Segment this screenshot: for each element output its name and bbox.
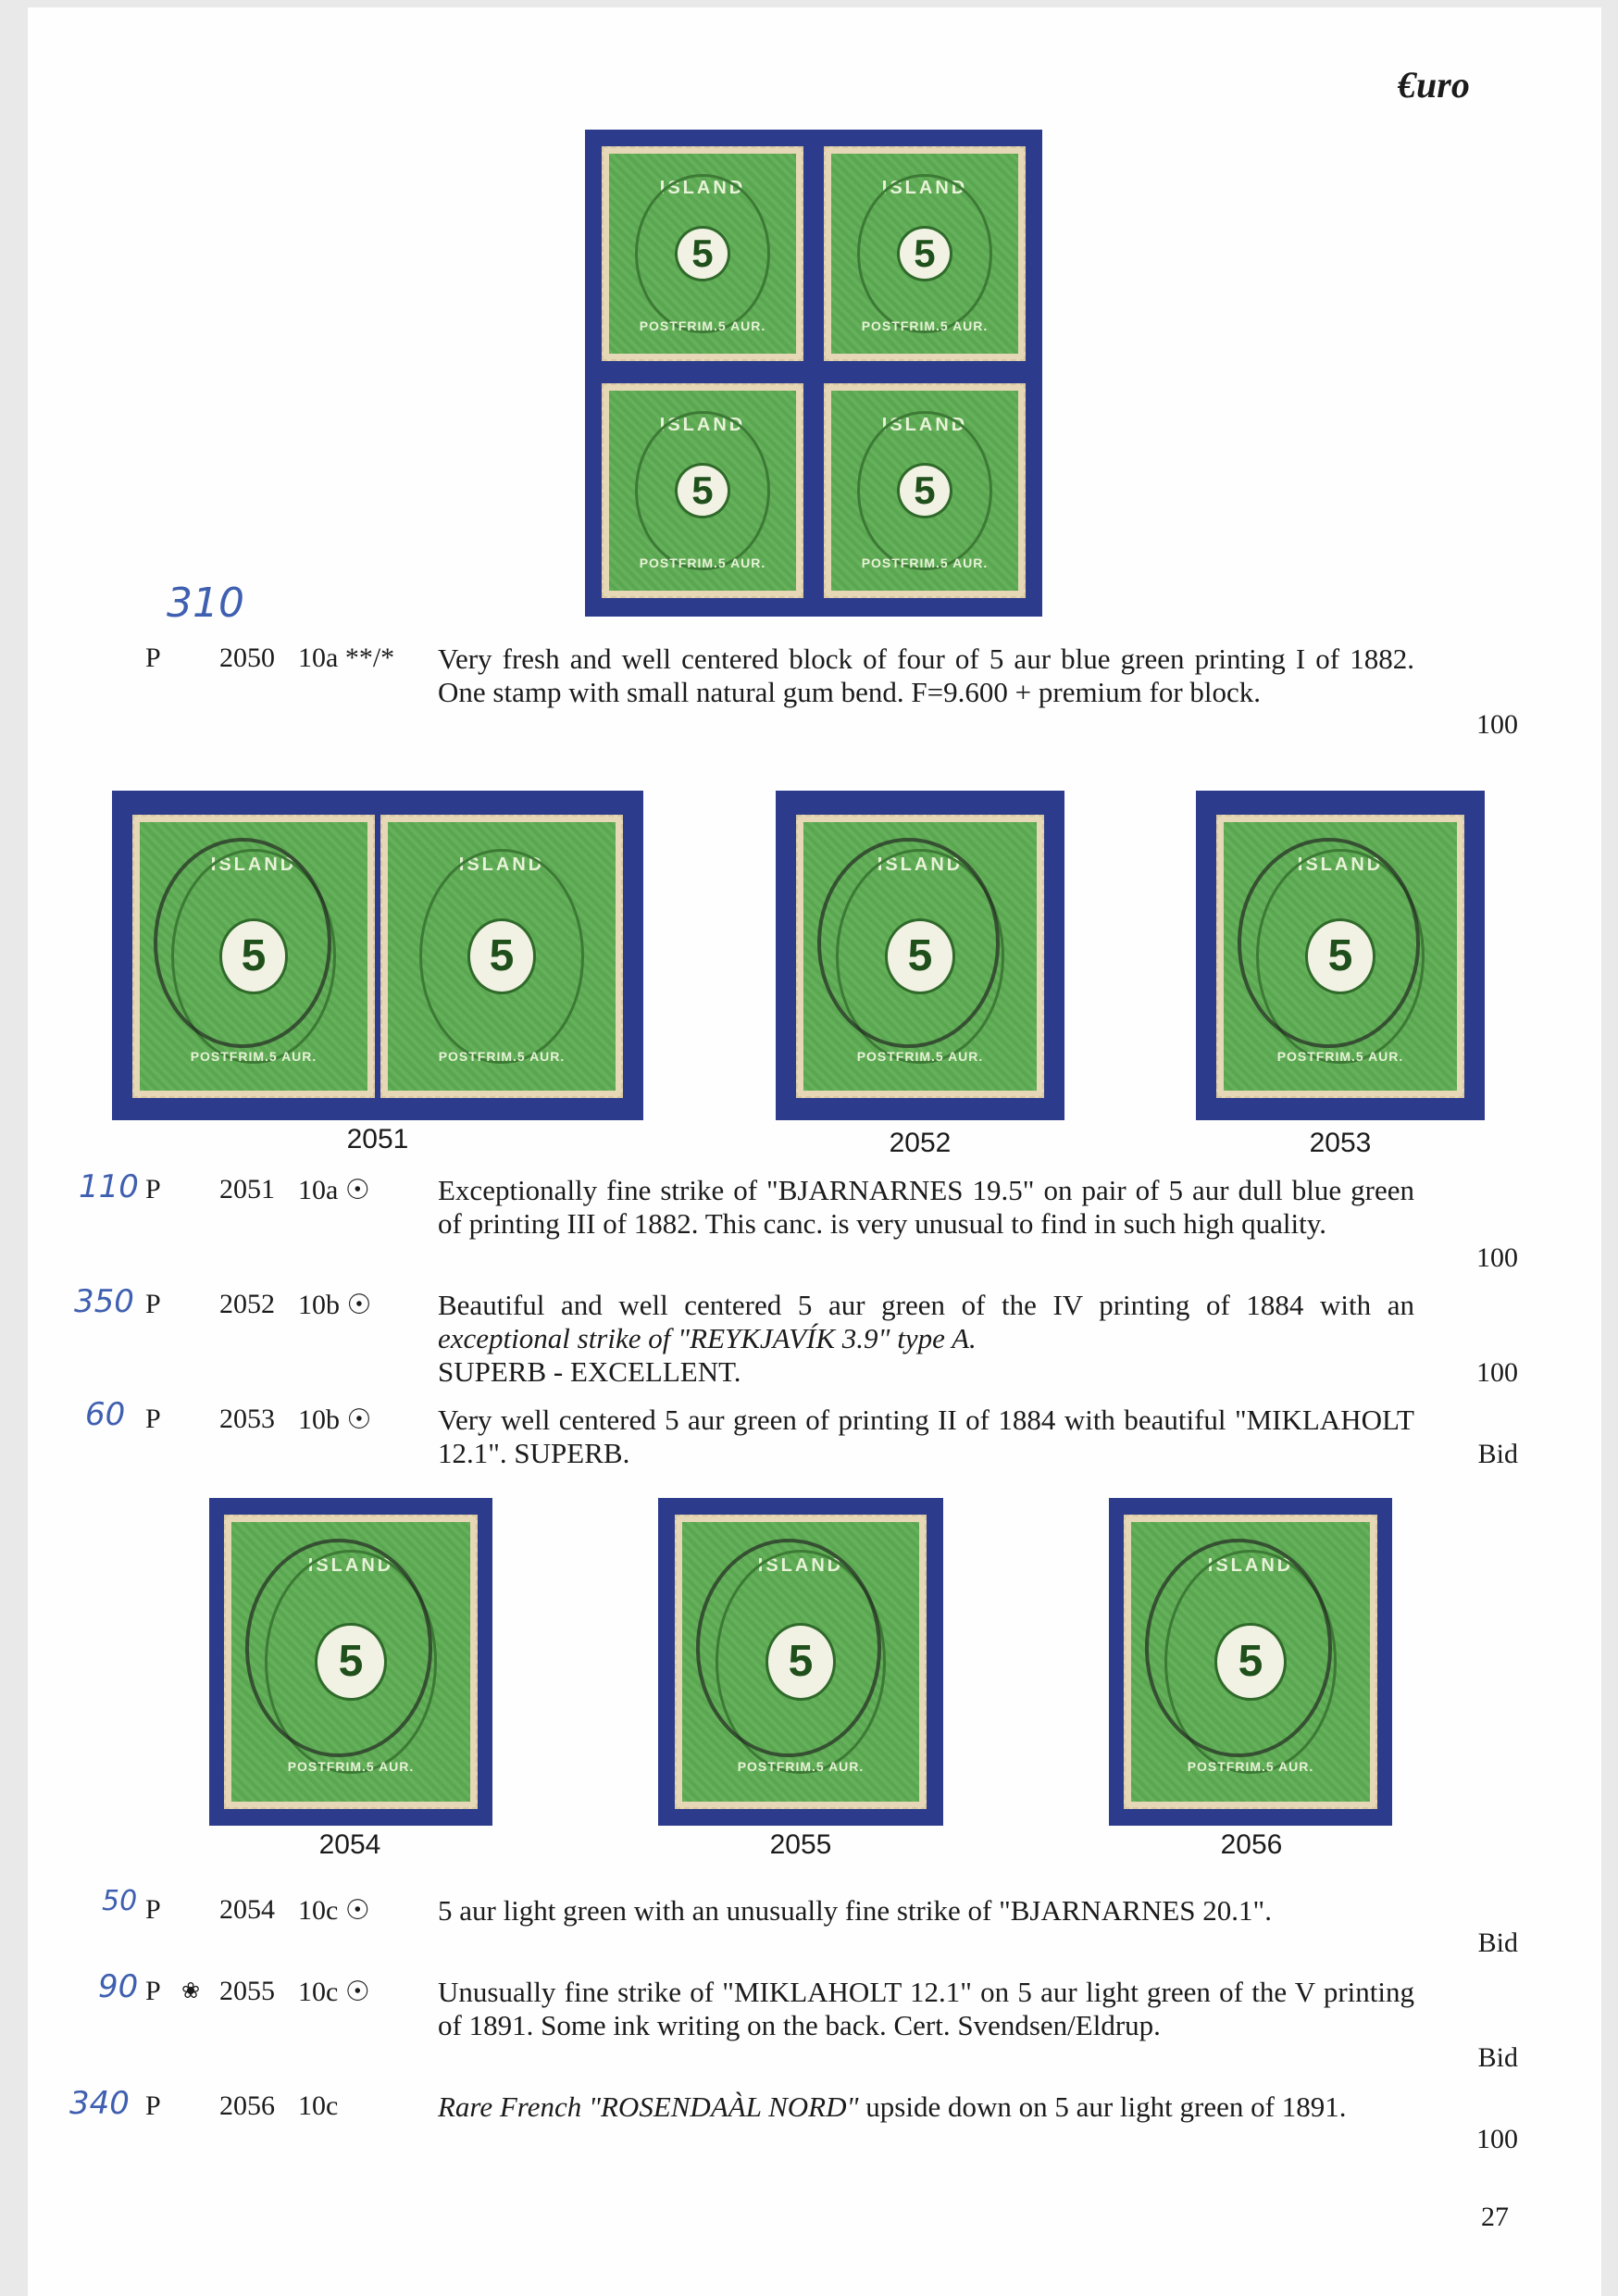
lot-description: Very fresh and well centered block of four of 5 aur blue green printing I of 1882. One stamp with small natural gum bend. F=9.600 + premium for block.	[438, 643, 1414, 708]
stamp-2051-1	[132, 815, 375, 1098]
lot-type: P	[145, 1976, 161, 2006]
stamp-country-text: ISLAND	[757, 1555, 844, 1577]
image-caption: 2056	[1220, 1829, 1283, 1860]
stamp-country-text: ISLAND	[307, 1555, 394, 1577]
lot-type: P	[145, 2090, 161, 2121]
stamp-2050-3	[602, 383, 803, 598]
lot-description: Exceptionally fine strike of "BJARNARNES 19.5" on pair of 5 aur dull blue green of printing III of 1882. This canc. is very unusual to find in such high quality.	[438, 1174, 1414, 1240]
catalogue-number: 10a ☉	[298, 1175, 370, 1205]
stamp-country-text: ISLAND	[458, 854, 545, 875]
stamp-image-2054[interactable]	[209, 1498, 492, 1826]
lot-number: 2050	[219, 643, 275, 673]
lot-description: Unusually fine strike of "MIKLAHOLT 12.1" on 5 aur light green of the V printing of 1891. Some ink writing on the back. Cert. Svendsen/Eldrup.	[438, 1976, 1414, 2041]
stamp-image-2056[interactable]	[1109, 1498, 1392, 1826]
postmark-icon	[696, 1539, 881, 1757]
stamp-inscription: POSTFRIM.5 AUR.	[1187, 1758, 1314, 1774]
handwritten-note-2053: 60	[85, 1396, 126, 1433]
stamp-country-text: ISLAND	[659, 414, 746, 435]
stamp-country-text: ISLAND	[1297, 854, 1384, 875]
stamp-2050-4	[824, 383, 1026, 598]
lot-description: Very well centered 5 aur green of printing II of 1884 with beautiful "MIKLAHOLT 12.1". SUPERB.	[438, 1404, 1414, 1469]
handwritten-note-2051: 110	[79, 1168, 139, 1205]
image-caption: 2053	[1309, 1128, 1372, 1158]
lot-type: P	[145, 1894, 161, 1925]
stamp-country-text: ISLAND	[881, 177, 968, 198]
lot-type: P	[145, 1174, 161, 1204]
stamp-inscription: POSTFRIM.5 AUR.	[737, 1758, 865, 1774]
lot-description-italic: exceptional strike of "REYKJAVÍK 3.9" type A.	[438, 1322, 977, 1354]
lot-number: 2056	[219, 2090, 275, 2121]
postmark-icon	[245, 1539, 431, 1757]
stamp-country-text: ISLAND	[1207, 1555, 1294, 1577]
stamp-inscription: POSTFRIM.5 AUR.	[438, 1049, 566, 1064]
handwritten-note-2055: 90	[98, 1968, 139, 2005]
handwritten-note-2054: 50	[102, 1885, 138, 1917]
stamp-value: 5	[675, 463, 731, 518]
handwritten-note-2050: 310	[167, 580, 244, 627]
stamp-value: 5	[1305, 918, 1375, 993]
lot-number: 2053	[219, 1404, 275, 1434]
catalogue-page	[28, 7, 1601, 2296]
lot-number: 2055	[219, 1976, 275, 2006]
catalogue-number: 10c ☉	[298, 1977, 370, 2007]
postmark-icon	[817, 838, 1000, 1047]
stamp-value: 5	[765, 1623, 837, 1702]
lot-type: P	[145, 1404, 161, 1434]
stamp-inscription: POSTFRIM.5 AUR.	[1276, 1049, 1404, 1064]
stamp-2054	[224, 1515, 478, 1809]
lot-description	[438, 2090, 1414, 2124]
stamp-image-2055[interactable]	[658, 1498, 943, 1826]
stamp-image-2050-block[interactable]	[585, 130, 1042, 617]
stamp-value: 5	[675, 226, 731, 281]
stamp-2056	[1124, 1515, 1377, 1809]
stamp-2050-1	[602, 146, 803, 361]
stamp-2052	[796, 815, 1044, 1098]
postmark-icon	[154, 838, 331, 1047]
stamp-country-text: ISLAND	[210, 854, 297, 875]
stamp-2051-2	[380, 815, 623, 1098]
stamp-inscription: POSTFRIM.5 AUR.	[861, 555, 989, 571]
lot-description-text: upside down on 5 aur light green of 1891.	[858, 2090, 1347, 2123]
lot-estimate: Bid	[1477, 1928, 1518, 1958]
catalogue-number: 10c	[298, 2090, 339, 2121]
stamp-value: 5	[467, 918, 536, 993]
lot-description-italic: Rare French "ROSENDAÀL NORD"	[438, 2090, 859, 2123]
stamp-value: 5	[219, 918, 288, 993]
lot-number: 2051	[219, 1174, 275, 1204]
stamp-value: 5	[1214, 1623, 1286, 1702]
catalogue-number: 10b ☉	[298, 1404, 372, 1435]
stamp-inscription: POSTFRIM.5 AUR.	[639, 318, 766, 334]
stamp-2053	[1216, 815, 1464, 1098]
stamp-value: 5	[897, 463, 953, 518]
stamp-value: 5	[885, 918, 955, 993]
stamp-country-text: ISLAND	[881, 414, 968, 435]
image-caption: 2052	[889, 1128, 952, 1158]
stamp-image-2052[interactable]	[776, 791, 1064, 1120]
image-caption: 2054	[318, 1829, 381, 1860]
catalogue-number: 10a **/*	[298, 643, 395, 673]
page-number: 27	[1481, 2202, 1509, 2232]
stamp-inscription: POSTFRIM.5 AUR.	[639, 555, 766, 571]
stamp-value: 5	[315, 1623, 386, 1702]
stamp-inscription: POSTFRIM.5 AUR.	[856, 1049, 984, 1064]
image-caption: 2055	[769, 1829, 832, 1860]
stamp-image-2051-pair[interactable]	[112, 791, 643, 1120]
image-caption: 2051	[346, 1124, 409, 1154]
postmark-icon	[1238, 838, 1420, 1047]
lot-type: P	[145, 643, 161, 673]
catalogue-number: 10b ☉	[298, 1290, 372, 1320]
stamp-country-text: ISLAND	[659, 177, 746, 198]
lot-description: 5 aur light green with an unusually fine strike of "BJARNARNES 20.1".	[438, 1894, 1272, 1927]
lot-description	[438, 1289, 1414, 1389]
lot-number: 2052	[219, 1289, 275, 1319]
lot-estimate: 100	[1476, 1357, 1518, 1388]
stamp-inscription: POSTFRIM.5 AUR.	[287, 1758, 415, 1774]
lot-number: 2054	[219, 1894, 275, 1925]
photo-marker-icon: ❀	[181, 1979, 201, 2003]
stamp-image-2053[interactable]	[1196, 791, 1485, 1120]
stamp-country-text: ISLAND	[877, 854, 964, 875]
lot-estimate: 100	[1476, 1242, 1518, 1273]
stamp-value: 5	[897, 226, 953, 281]
stamp-inscription: POSTFRIM.5 AUR.	[190, 1049, 317, 1064]
handwritten-note-2056: 340	[69, 2085, 130, 2122]
lot-description-grade: SUPERB - EXCELLENT.	[438, 1355, 741, 1388]
stamp-2050-2	[824, 146, 1026, 361]
lot-estimate: 100	[1476, 2124, 1518, 2154]
lot-estimate: Bid	[1477, 2042, 1518, 2073]
handwritten-note-2052: 350	[74, 1283, 134, 1320]
lot-estimate: 100	[1476, 709, 1518, 740]
lot-type: P	[145, 1289, 161, 1319]
currency-label: €uro	[1398, 64, 1470, 106]
stamp-2055	[675, 1515, 927, 1809]
lot-estimate: Bid	[1477, 1439, 1518, 1469]
stamp-inscription: POSTFRIM.5 AUR.	[861, 318, 989, 334]
catalogue-number: 10c ☉	[298, 1895, 370, 1926]
postmark-icon	[1145, 1539, 1331, 1757]
lot-description-text: Beautiful and well centered 5 aur green of the IV printing of 1884 with an	[438, 1289, 1414, 1321]
